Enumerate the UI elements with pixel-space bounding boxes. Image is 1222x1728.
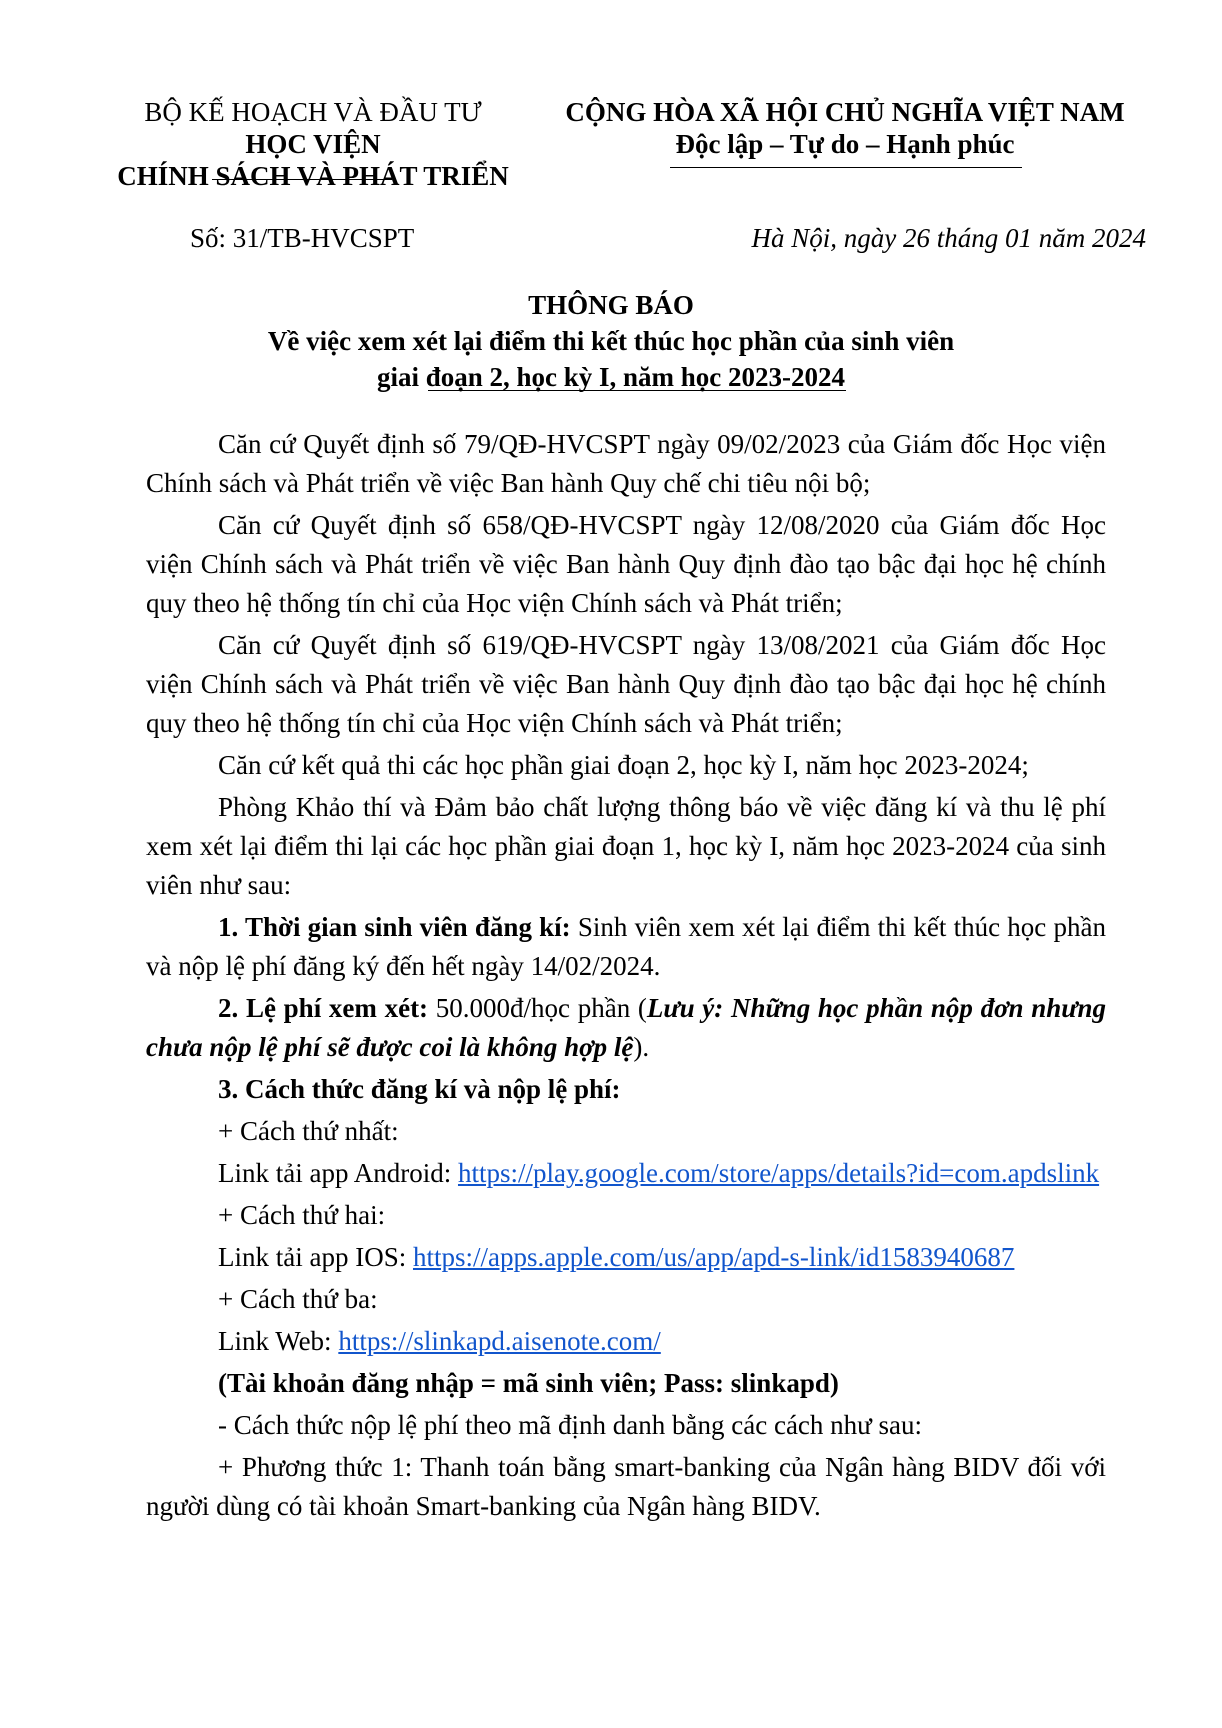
section-3-heading: 3. Cách thức đăng kí và nộp lệ phí: — [218, 1074, 621, 1104]
notice-intro-paragraph: Phòng Khảo thí và Đảm bảo chất lượng thông báo về việc đăng kí và thu lệ phí xem xét lại điểm thi lại các học phần giai đoạn 1, học kỳ I, năm học 2023-2024 của sinh viên như sau: — [146, 792, 1106, 900]
institute-name-line2: CHÍNH SÁCH VÀ PHÁT TRIỂN — [117, 161, 509, 191]
section-1-registration-time — [146, 908, 1106, 986]
ios-app-link[interactable]: https://apps.apple.com/us/app/apd-s-link/id1583940687 — [412, 1242, 1015, 1272]
section-2-note: Lưu ý: Những học phần nộp đơn nhưng chưa nộp lệ phí sẽ được coi là không hợp lệ — [146, 993, 1107, 1062]
web-link-label: Link Web: — [218, 1326, 339, 1356]
basis-paragraph-3: Căn cứ Quyết định số 619/QĐ-HVCSPT ngày 13/08/2021 của Giám đốc Học viện Chính sách và Phát triển về việc Ban hành Quy định đào tạo bậc đại học hệ chính quy theo hệ thống tín chỉ của Học viện Chính sách và Phát triển; — [146, 630, 1106, 738]
document-subject-line2: giai đoạn 2, học kỳ I, năm học 2023-2024 — [376, 362, 846, 392]
document-date: Hà Nội, ngày 26 tháng 01 năm 2024 — [751, 223, 1146, 253]
android-link-label: Link tải app Android: — [218, 1158, 458, 1188]
agency-underline — [212, 179, 392, 180]
ios-link-label: Link tải app IOS: — [218, 1242, 413, 1272]
method-3-label: + Cách thứ ba: — [218, 1284, 378, 1314]
section-2-heading: 2. Lệ phí xem xét: — [218, 993, 429, 1023]
country-name: CỘNG HÒA XÃ HỘI CHỦ NGHĨA VIỆT NAM — [565, 97, 1125, 127]
android-link-line — [146, 1154, 1106, 1193]
payment-method-1: + Phương thức 1: Thanh toán bằng smart-banking của Ngân hàng BIDV đối với người dùng có tài khoản Smart-banking của Ngân hàng BIDV. — [146, 1452, 1106, 1521]
ministry-name: BỘ KẾ HOẠCH VÀ ĐẦU TƯ — [144, 97, 482, 127]
web-link-line — [146, 1322, 1106, 1361]
basis-paragraph-2: Căn cứ Quyết định số 658/QĐ-HVCSPT ngày 12/08/2020 của Giám đốc Học viện Chính sách và Phát triển về việc Ban hành Quy định đào tạo bậc đại học hệ chính quy theo hệ thống tín chỉ của Học viện Chính sách và Phát triển; — [146, 510, 1106, 618]
title-underline — [428, 390, 846, 391]
national-motto: Độc lập – Tự do – Hạnh phúc — [675, 129, 1015, 159]
ios-link-line — [146, 1238, 1106, 1277]
issuing-agency-block — [108, 96, 518, 192]
institute-name-line1: HỌC VIỆN — [245, 129, 381, 159]
account-credentials-note: (Tài khoản đăng nhập = mã sinh viên; Pass: slinkapd) — [218, 1368, 839, 1398]
document-title-block — [100, 287, 1122, 395]
document-subject-line1: Về việc xem xét lại điểm thi kết thúc học phần của sinh viên — [267, 326, 955, 356]
web-app-link[interactable]: https://slinkapd.aisenote.com/ — [338, 1326, 661, 1356]
basis-paragraph-4: Căn cứ kết quả thi các học phần giai đoạn 2, học kỳ I, năm học 2023-2024; — [218, 750, 1029, 780]
section-2-fee — [146, 989, 1106, 1067]
motto-underline — [670, 167, 1022, 168]
section-1-text: Sinh viên xem xét lại điểm thi kết thúc học phần và nộp lệ phí đăng ký đến hết ngày 14/02/2024. — [146, 912, 1106, 981]
payment-methods-intro: - Cách thức nộp lệ phí theo mã định danh bằng các cách như sau: — [218, 1410, 923, 1440]
section-2-close: ). — [633, 1032, 650, 1062]
method-2-label: + Cách thứ hai: — [218, 1200, 386, 1230]
method-1-label: + Cách thứ nhất: — [218, 1116, 399, 1146]
national-header-block — [545, 96, 1145, 160]
android-app-link[interactable]: https://play.google.com/store/apps/details?id=com.apdslink — [457, 1158, 1100, 1188]
basis-paragraph-1: Căn cứ Quyết định số 79/QĐ-HVCSPT ngày 09/02/2023 của Giám đốc Học viện Chính sách và Phát triển về việc Ban hành Quy chế chi tiêu nội bộ; — [146, 429, 1106, 498]
document-number: Số: 31/TB-HVCSPT — [190, 223, 415, 253]
document-body — [146, 425, 1106, 1526]
section-1-heading: 1. Thời gian sinh viên đăng kí: — [218, 912, 571, 942]
section-2-text: 50.000đ/học phần ( — [428, 993, 647, 1023]
document-title: THÔNG BÁO — [528, 290, 694, 320]
